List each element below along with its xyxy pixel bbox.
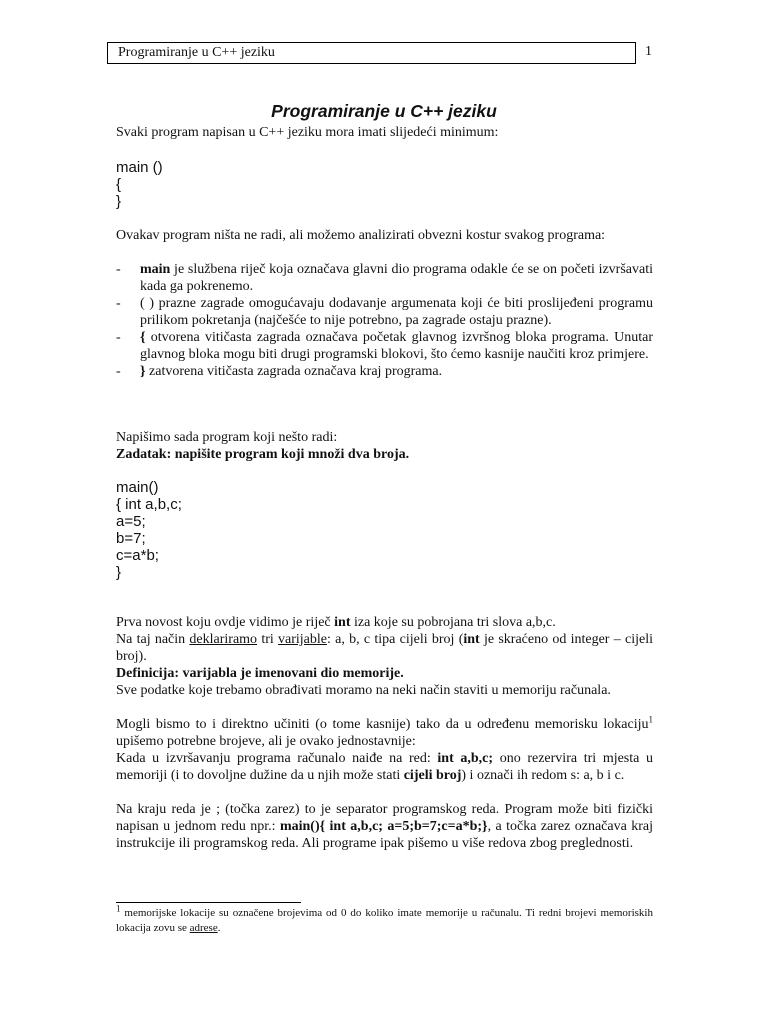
paragraph-napisimo: Napišimo sada program koji nešto radi: [116, 430, 338, 445]
keyword-int: int [463, 632, 480, 647]
paragraph-mogli [116, 716, 653, 750]
list-dash: - [116, 330, 121, 345]
text-run: Prva novost koju ovdje vidimo je riječ [116, 615, 335, 630]
intro-paragraph: Svaki program napisan u C++ jeziku mora imati slijedeći minimum: [116, 125, 499, 140]
code-inline: int a,b,c; [437, 751, 494, 766]
text-run: upišemo potrebne brojeve, ali je ovako jednostavnije: [116, 734, 416, 749]
list-term: { [140, 330, 146, 345]
text-run: : a, b, c tipa cijeli broj ( [327, 632, 464, 647]
paragraph-kada [116, 750, 653, 784]
code-line: b=7; [116, 530, 146, 547]
footnote [116, 903, 653, 936]
code-line: main () [116, 159, 163, 176]
paragraph-nakraju [116, 801, 653, 852]
underlined-term: varijable [278, 632, 328, 647]
text-run: Na taj način [116, 632, 190, 647]
list-item [116, 329, 653, 363]
text-run: je skraćeno od integer – cijeli broj). [116, 632, 653, 664]
task-heading: Zadatak: napišite program koji množi dva broja. [116, 447, 410, 462]
underlined-term: deklariramo [189, 632, 258, 647]
code-line: } [116, 193, 122, 210]
code-line: a=5; [116, 513, 146, 530]
list-text: je službena riječ koja označava glavni dio programa odakle će se on početi izvršavati kada ga pokrenemo. [140, 262, 653, 294]
list-term: } [140, 364, 146, 379]
text-run: iza koje su pobrojana tri slova a,b,c. [350, 615, 556, 630]
underlined-term: adrese [189, 922, 218, 934]
list-text: otvorena vitičasta zagrada označava početak glavnog izvršnog bloka programa. Unutar glavnog bloka mogu biti drugi programski blokovi, što ćemo kasnije naučiti kroz primjere. [140, 330, 653, 362]
code-line: { [116, 176, 122, 193]
bullet-list [116, 261, 653, 380]
list-term: main [140, 262, 171, 277]
footnote-mark: 1 [116, 903, 121, 914]
footnote-separator [116, 902, 301, 903]
list-item [116, 295, 653, 329]
code-line: main() [116, 479, 159, 496]
code-inline: main(){ int a,b,c; a=5;b=7;c=a*b;} [279, 819, 488, 834]
text-run: ono rezervira tri mjesta u memoriji (i to dovoljne dužine da u njih može stati [116, 751, 654, 783]
text-run: , a točka zarez označava kraj instrukcije ili programskog reda. Ali programe ipak pišemo u više redova zbog preglednosti. [116, 819, 653, 851]
text-run: ) i označi ih redom s: a, b i c. [461, 768, 625, 783]
code-line: c=a*b; [116, 547, 159, 564]
list-dash: - [116, 296, 121, 311]
code-line: } [116, 564, 122, 581]
text-run: tri [257, 632, 279, 647]
list-dash: - [116, 262, 121, 277]
text-run: memorijske lokacije su označene brojevima od 0 do koliko imate memorije u računalu. Ti redni brojevi memoriskih lokacija zovu se [116, 907, 653, 934]
text-run: . [217, 922, 221, 934]
text-run: Mogli bismo to i direktno učiniti (o tome kasnije) tako da u određenu memorisku lokaciju [116, 717, 649, 732]
text-run: Kada u izvršavanju programa računalo naiđe na red: [116, 751, 438, 766]
page-number: 1 [645, 44, 652, 59]
document-title: Programiranje u C++ jeziku [271, 101, 497, 121]
list-dash: - [116, 364, 121, 379]
list-text: zatvorena vitičasta zagrada označava kraj programa. [145, 364, 443, 379]
header-title: Programiranje u C++ jeziku [118, 45, 275, 60]
footnote-ref: 1 [648, 714, 653, 725]
paragraph-sve: Sve podatke koje trebamo obrađivati moramo na neki način staviti u memoriju računala. [116, 683, 611, 698]
paragraph-nataj [116, 631, 653, 665]
list-item [116, 363, 653, 380]
keyword-int: int [334, 615, 351, 630]
bold-term: cijeli broj [403, 768, 462, 783]
list-item [116, 261, 653, 295]
list-text: ( ) prazne zagrade omogućavaju dodavanje argumenata koji će biti proslijeđeni programu prilikom pokretanja (najčešće to nije potrebno, pa zagrade ostaju prazne). [140, 296, 653, 328]
definition: Definicija: varijabla je imenovani dio memorije. [116, 666, 404, 681]
text-run: Na kraju reda je ; (točka zarez) to je separator programskog reda. Program može biti fizički napisan u jednom redu npr.: [116, 802, 653, 834]
paragraph-ovakav: Ovakav program ništa ne radi, ali možemo analizirati obvezni kostur svakog programa: [116, 228, 606, 243]
paragraph-prva [116, 614, 556, 631]
code-line: { int a,b,c; [116, 496, 182, 513]
